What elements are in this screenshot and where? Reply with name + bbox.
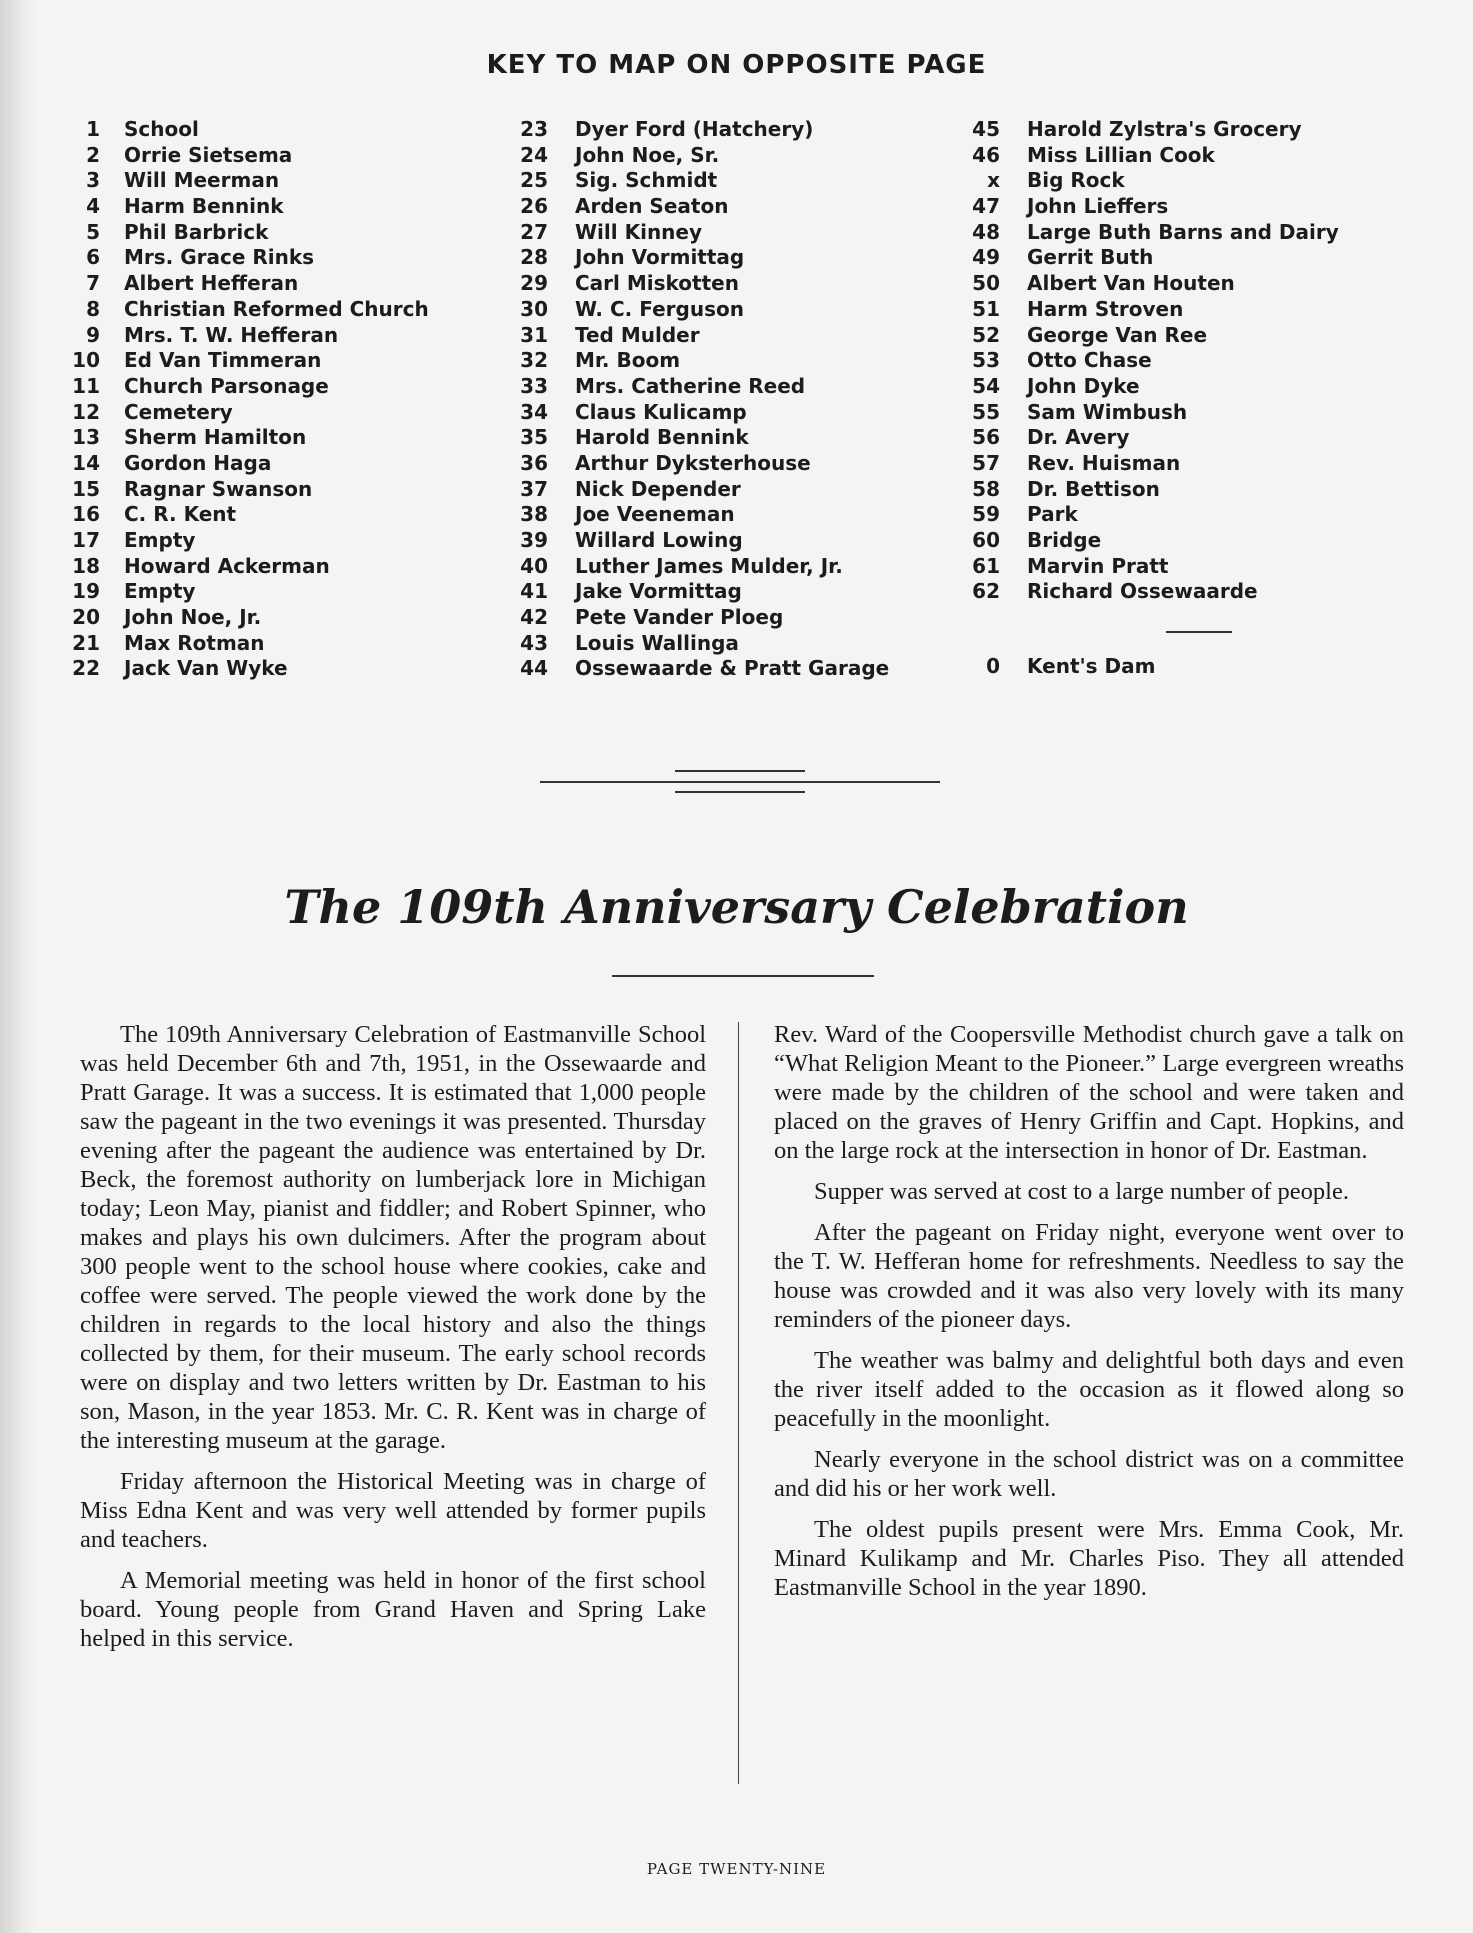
key-item-kents-dam [970,654,1155,678]
key-label: Mrs. Catherine Reed [575,373,806,398]
key-number: 40 [520,553,548,578]
key-item [518,477,889,503]
key-item [68,194,429,220]
key-number: 58 [972,476,1000,501]
key-item [518,194,889,220]
key-number: 61 [972,553,1000,578]
key-label: Church Parsonage [124,373,329,398]
key-item [68,271,429,297]
key-number: 2 [86,142,100,167]
key-item [518,631,889,657]
key-number: 47 [972,194,1000,219]
key-label: Gordon Haga [124,450,272,475]
key-item [68,631,429,657]
key-item [68,605,429,631]
key-number: 3 [86,168,100,193]
key-item [970,425,1339,451]
key-item [970,220,1339,246]
key-number: 51 [972,296,1000,321]
key-item [970,143,1339,169]
key-label: John Vormittag [575,245,745,270]
key-number: 0 [986,654,1000,678]
key-number: 5 [86,219,100,244]
key-item [970,297,1339,323]
key-number: 29 [520,271,548,296]
key-number: x [987,168,1000,193]
key-number: 32 [520,348,548,373]
key-number: 12 [72,399,100,424]
key-number: 49 [972,245,1000,270]
key-item [970,117,1339,143]
key-item [970,400,1339,426]
article-paragraph: A Memorial meeting was held in honor of the first school board. Young people from Grand Haven and Spring Lake helped in this service. [80,1567,706,1652]
key-item [68,579,429,605]
key-number: 54 [972,373,1000,398]
title-underline-rule [612,975,874,977]
key-item [518,605,889,631]
key-number: 59 [972,502,1000,527]
key-label: Jack Van Wyke [124,656,288,681]
key-number: 30 [520,296,548,321]
section-divider-rule-lower [675,791,805,793]
key-label: Willard Lowing [575,528,743,552]
key-number: 60 [972,528,1000,552]
key-label: Bridge [1027,528,1102,552]
key-label: Pete Vander Ploeg [575,605,784,630]
key-label: Cemetery [124,399,233,424]
article-paragraph: Nearly everyone in the school district was on a committee and did his or her work well. [774,1446,1404,1502]
key-number: 42 [520,605,548,630]
key-item [518,528,889,554]
key-number: 15 [72,476,100,501]
key-number: 35 [520,425,548,450]
key-label: Harm Stroven [1027,296,1184,321]
key-number: 10 [72,348,100,373]
key-item [518,374,889,400]
article-paragraph: The oldest pupils present were Mrs. Emma Cook, Mr. Minard Kulikamp and Mr. Charles Piso. They all attended Eastmanville School in the year 1890. [774,1516,1404,1601]
key-label: Harold Bennink [575,425,749,450]
key-label: Ted Mulder [575,322,700,347]
key-item [518,220,889,246]
key-label: Albert Van Houten [1027,271,1235,296]
key-label: C. R. Kent [124,502,237,527]
column-divider [738,1022,739,1784]
key-item [518,502,889,528]
key-label: Arden Seaton [575,194,729,219]
key-label: Rev. Huisman [1027,450,1181,475]
key-label: Jake Vormittag [575,579,742,604]
key-item [518,579,889,605]
key-label: Albert Hefferan [124,271,299,296]
key-item [518,451,889,477]
key-item [68,220,429,246]
article-paragraph: After the pageant on Friday night, everyone went over to the T. W. Hefferan home for refreshments. Needless to say the house was crowded and it was also very lovely with its many reminders of the pioneer days. [774,1219,1404,1333]
key-item [970,323,1339,349]
key-number: 36 [520,450,548,475]
key-number: 44 [520,656,548,681]
key-item [68,245,429,271]
key-item [68,656,429,682]
key-item [970,271,1339,297]
article-title: The 109th Anniversary Celebration [284,880,1189,934]
article-paragraph: The weather was balmy and delightful both days and even the river itself added to the occasion as it flowed along so peacefully in the moonlight. [774,1347,1404,1432]
key-number: 48 [972,219,1000,244]
key-item [970,168,1339,194]
key-number: 23 [520,117,548,141]
key-item [518,117,889,143]
key-label: Harold Zylstra's Grocery [1027,117,1302,141]
section-divider-rule-upper [675,770,805,772]
key-number: 57 [972,450,1000,475]
key-label: Sam Wimbush [1027,399,1188,424]
key-label: Max Rotman [124,630,265,655]
article-paragraph: Supper was served at cost to a large number of people. [814,1178,1349,1205]
key-number: 20 [72,605,100,630]
key-label: Carl Miskotten [575,271,739,296]
key-label: Dr. Avery [1027,425,1130,450]
key-number: 38 [520,502,548,527]
key-item [68,554,429,580]
key-label: Otto Chase [1027,348,1152,373]
key-label: School [124,117,199,141]
key-number: 46 [972,142,1000,167]
key-number: 22 [72,656,100,681]
key-label: Ed Van Timmeran [124,348,322,373]
key-label: Sherm Hamilton [124,425,307,450]
key-label: Ossewaarde & Pratt Garage [575,656,890,681]
key-label: Dr. Bettison [1027,476,1160,501]
key-column-1 [68,117,429,682]
key-label: Howard Ackerman [124,553,330,578]
key-item [68,117,429,143]
key-title: KEY TO MAP ON OPPOSITE PAGE [486,50,987,80]
key-item [518,348,889,374]
key-item [970,554,1339,580]
key-column-2 [518,117,889,682]
key-number: 25 [520,168,548,193]
key-item [518,554,889,580]
section-divider-rule [540,781,940,783]
key-item [518,425,889,451]
key-item [68,168,429,194]
key-label: Park [1027,502,1078,527]
key-item [68,502,429,528]
key-label: Will Kinney [575,219,703,244]
key-item [68,477,429,503]
key-item [970,194,1339,220]
key-number: 34 [520,399,548,424]
key-number: 13 [72,425,100,450]
key-number: 9 [86,322,100,347]
key-item [518,400,889,426]
key-item [518,297,889,323]
key-label: Mrs. T. W. Hefferan [124,322,339,347]
key-number: 21 [72,630,100,655]
page-number: PAGE TWENTY-NINE [646,1860,827,1878]
key-label: Large Buth Barns and Dairy [1027,219,1339,244]
key-number: 27 [520,219,548,244]
key-label: Phil Barbrick [124,219,269,244]
key-number: 43 [520,630,548,655]
key-number: 6 [86,245,100,270]
key-item [68,400,429,426]
page-edge-shadow [0,0,38,1933]
key-item [970,477,1339,503]
key-label: Will Meerman [124,168,280,193]
key-label: Ragnar Swanson [124,476,313,501]
key-label: George Van Ree [1027,322,1208,347]
key-label: Richard Ossewaarde [1027,579,1258,604]
key-label: Empty [124,528,196,552]
key-number: 52 [972,322,1000,347]
key-number: 24 [520,142,548,167]
key-item [970,451,1339,477]
key-label: John Lieffers [1027,194,1169,219]
key-label: Sig. Schmidt [575,168,718,193]
key-item [970,579,1339,605]
key-item [518,143,889,169]
key-number: 1 [86,117,100,141]
key-number: 50 [972,271,1000,296]
key-number: 19 [72,579,100,604]
key-number: 31 [520,322,548,347]
key-item [970,502,1339,528]
key-number: 26 [520,194,548,219]
key-item [518,271,889,297]
key-label: John Dyke [1027,373,1140,398]
key-number: 14 [72,450,100,475]
key-item [68,425,429,451]
key-number: 55 [972,399,1000,424]
key-label: Big Rock [1027,168,1125,193]
key-label: Arthur Dyksterhouse [575,450,811,475]
key-item [68,374,429,400]
key-number: 11 [72,373,100,398]
key-label: John Noe, Jr. [124,605,262,630]
key-item [970,374,1339,400]
article-column-right [774,1020,1404,1614]
key-number: 4 [86,194,100,219]
key-item [68,451,429,477]
article-column-left [80,1020,706,1665]
key-label: Louis Wallinga [575,630,739,655]
key-number: 56 [972,425,1000,450]
key-label: W. C. Ferguson [575,296,744,321]
key-item [68,348,429,374]
key-item [518,323,889,349]
key-divider-rule [1166,631,1232,633]
key-label: Kent's Dam [1027,654,1156,678]
key-item [68,323,429,349]
key-item [970,528,1339,554]
key-label: Marvin Pratt [1027,553,1169,578]
key-item [518,245,889,271]
key-number: 53 [972,348,1000,373]
key-label: Gerrit Buth [1027,245,1154,270]
key-number: 17 [72,528,100,552]
key-label: Claus Kulicamp [575,399,747,424]
key-number: 62 [972,579,1000,604]
key-label: Nick Depender [575,476,741,501]
key-number: 8 [86,296,100,321]
article-paragraph: Friday afternoon the Historical Meeting was in charge of Miss Edna Kent and was very well attended by former pupils and teachers. [80,1468,706,1553]
key-number: 18 [72,553,100,578]
key-number: 33 [520,373,548,398]
key-label: Mrs. Grace Rinks [124,245,315,270]
key-number: 41 [520,579,548,604]
key-label: Miss Lillian Cook [1027,142,1215,167]
key-label: Joe Veeneman [575,502,735,527]
key-item [68,528,429,554]
key-item [518,656,889,682]
key-label: Mr. Boom [575,348,681,373]
key-item [970,348,1339,374]
key-label: Luther James Mulder, Jr. [575,553,843,578]
key-label: Orrie Sietsema [124,142,293,167]
key-number: 16 [72,502,100,527]
key-item [970,245,1339,271]
key-number: 28 [520,245,548,270]
key-label: Christian Reformed Church [124,296,429,321]
key-item [68,143,429,169]
key-label: Empty [124,579,196,604]
key-number: 7 [86,271,100,296]
key-number: 39 [520,528,548,552]
article-paragraph: The 109th Anniversary Celebration of Eastmanville School was held December 6th and 7th, 1951, in the Ossewaarde and Pratt Garage. It was a success. It is estimated that 1,000 people saw the pageant in the two evenings it was presented. Thursday evening after the pageant the audience was entertained by Dr. Beck, the foremost authority on lumberjack lore in Michigan today; Leon May, pianist and fiddler; and Robert Spinner, who makes and plays his own dulcimers. After the program about 300 people went to the school house where cookies, cake and coffee were served. The people viewed the work done by the children in regards to the local history and also the things collected by them, for their museum. The early school records were on display and two letters written by Dr. Eastman to his son, Mason, in the year 1853. Mr. C. R. Kent was in charge of the interesting museum at the garage. [80,1021,706,1454]
key-label: Dyer Ford (Hatchery) [575,117,814,141]
key-column-3 [970,117,1339,605]
key-item [518,168,889,194]
article-paragraph: Rev. Ward of the Coopersville Methodist church gave a talk on “What Religion Meant to the Pioneer.” Large evergreen wreaths were made by the children of the school and were taken and placed on the graves of Henry Griffin and Capt. Hopkins, and on the large rock at the intersection in honor of Dr. Eastman. [774,1021,1404,1164]
key-label: Harm Bennink [124,194,284,219]
key-number: 37 [520,476,548,501]
key-item [68,297,429,323]
key-number: 45 [972,117,1000,141]
key-label: John Noe, Sr. [575,142,720,167]
